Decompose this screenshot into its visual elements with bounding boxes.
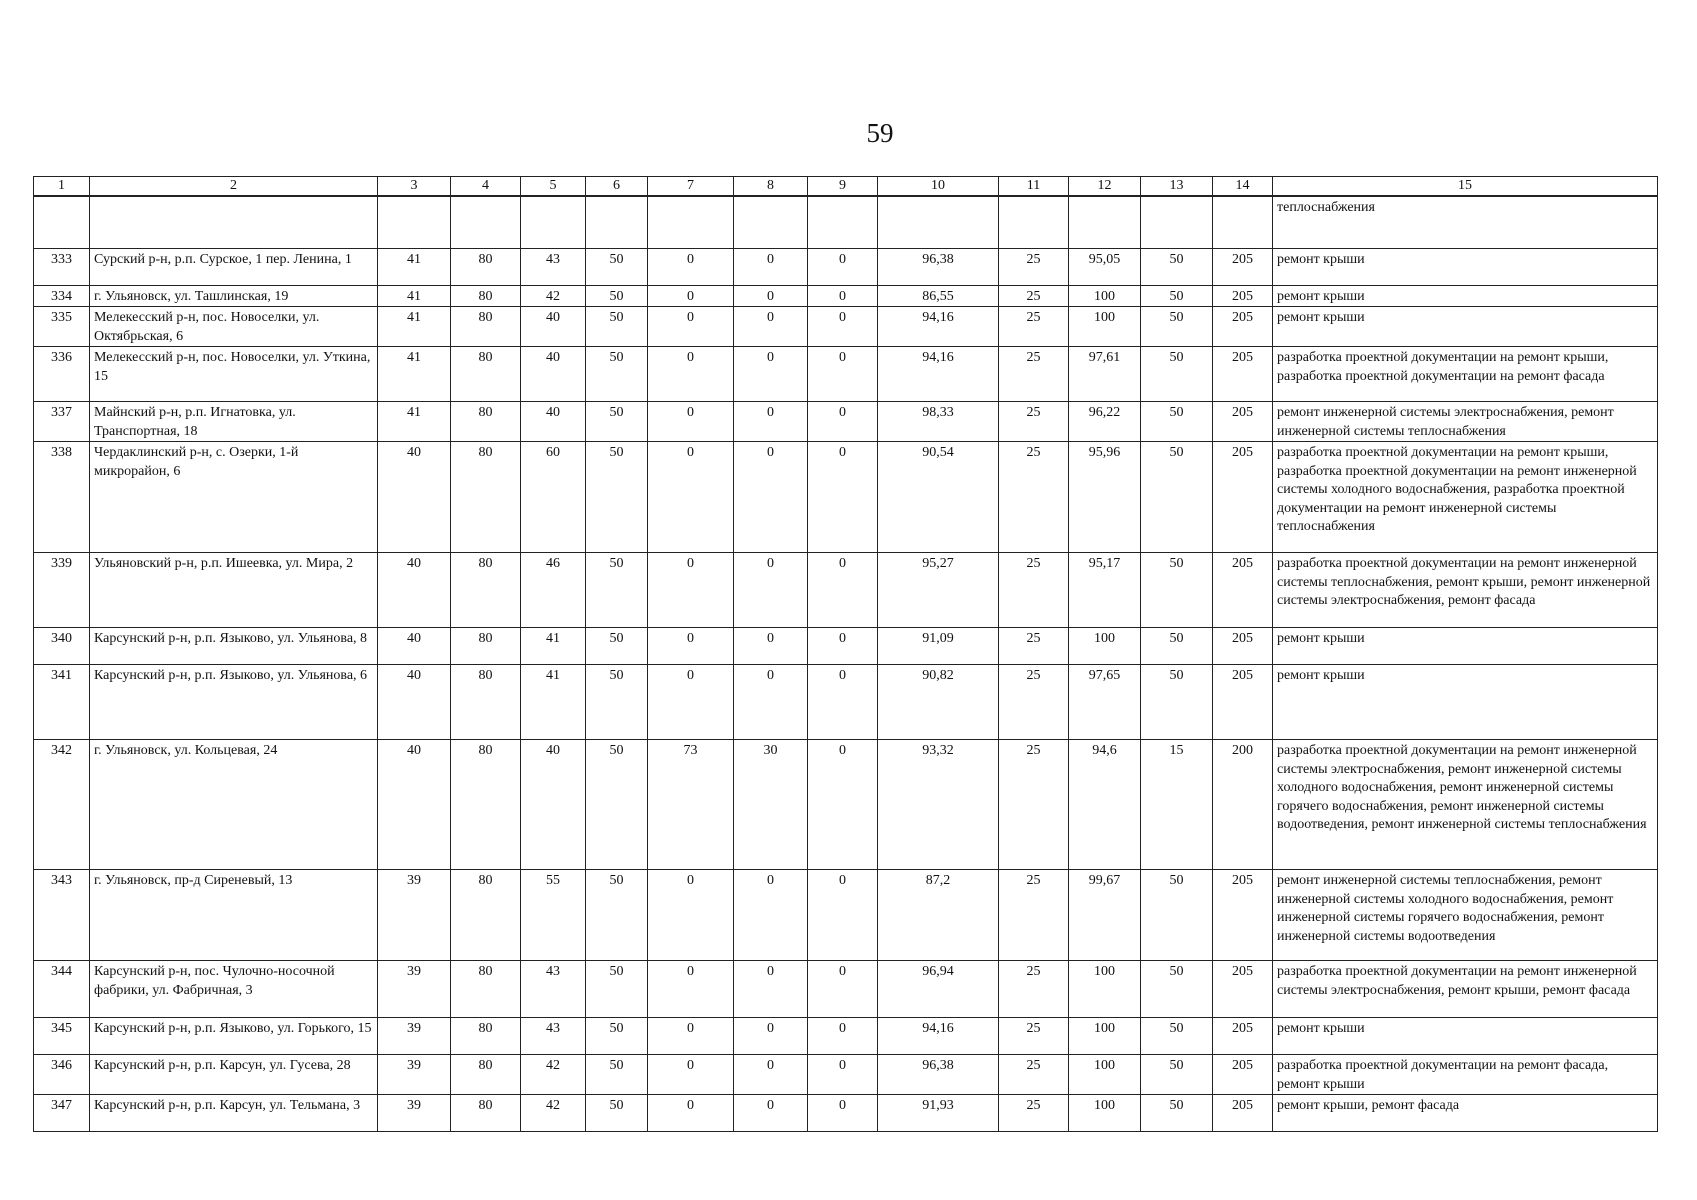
value-cell-c7: 0 — [648, 1095, 734, 1132]
work-cell: ремонт крыши, ремонт фасада — [1273, 1095, 1658, 1132]
table-row — [34, 285, 1658, 307]
column-header: 10 — [878, 177, 999, 197]
value-cell-c13: 50 — [1141, 961, 1213, 1018]
value-cell-c12: 95,17 — [1069, 553, 1141, 628]
value-cell-c6: 50 — [586, 628, 648, 665]
table-row — [34, 442, 1658, 553]
value-cell-c11: 25 — [999, 740, 1069, 870]
value-cell-c11: 25 — [999, 870, 1069, 961]
column-header: 13 — [1141, 177, 1213, 197]
work-cell: разработка проектной документации на ремонт крыши, разработка проектной документации на ремонт инженерной системы холодного водоснабжения, разработка проектной документации на ремонт инженерной системы теплоснабжения — [1273, 442, 1658, 553]
value-cell-c10: 93,32 — [878, 740, 999, 870]
column-header: 7 — [648, 177, 734, 197]
value-cell-c3: 39 — [378, 870, 451, 961]
page-number: 59 — [866, 118, 894, 148]
value-cell-c12: 100 — [1069, 1018, 1141, 1055]
value-cell-c3: 41 — [378, 248, 451, 285]
table-row — [34, 1018, 1658, 1055]
value-cell-c9: 0 — [808, 665, 878, 740]
continuation-row — [34, 196, 1658, 248]
value-cell-c5: 60 — [521, 442, 586, 553]
value-cell-c14: 205 — [1213, 285, 1273, 307]
value-cell-c5: 41 — [521, 665, 586, 740]
value-cell-c3: 41 — [378, 347, 451, 402]
value-cell-c4: 80 — [451, 1095, 521, 1132]
value-cell-c9: 0 — [808, 1018, 878, 1055]
value-cell-c9: 0 — [808, 553, 878, 628]
value-cell-c10: 90,54 — [878, 442, 999, 553]
value-cell-c6: 50 — [586, 347, 648, 402]
value-cell-c5: 42 — [521, 285, 586, 307]
address-cell: Карсунский р-н, р.п. Языково, ул. Ульянова, 6 — [90, 665, 378, 740]
column-header: 8 — [734, 177, 808, 197]
table-row — [34, 870, 1658, 961]
address-cell: Карсунский р-н, р.п. Карсун, ул. Гусева, 28 — [90, 1055, 378, 1095]
value-cell-c12: 97,61 — [1069, 347, 1141, 402]
value-cell-c6: 50 — [586, 285, 648, 307]
value-cell-c5: 55 — [521, 870, 586, 961]
value-cell-c11: 25 — [999, 285, 1069, 307]
table-row — [34, 628, 1658, 665]
column-header: 15 — [1273, 177, 1658, 197]
value-cell-c10: 91,09 — [878, 628, 999, 665]
value-cell-c3: 40 — [378, 740, 451, 870]
address-cell: г. Ульяновск, пр-д Сиреневый, 13 — [90, 870, 378, 961]
value-cell-c5: 40 — [521, 347, 586, 402]
value-cell-c13: 50 — [1141, 553, 1213, 628]
value-cell-c12: 100 — [1069, 961, 1141, 1018]
value-cell-c5: 43 — [521, 248, 586, 285]
value-cell-c8: 0 — [734, 665, 808, 740]
value-cell-c8: 0 — [734, 248, 808, 285]
value-cell-c4: 80 — [451, 402, 521, 442]
value-cell-c7: 0 — [648, 402, 734, 442]
row-number-cell: 342 — [34, 740, 90, 870]
value-cell-c11: 25 — [999, 248, 1069, 285]
column-number-row — [34, 177, 1658, 197]
value-cell-c3: 40 — [378, 442, 451, 553]
value-cell-c10: 96,38 — [878, 248, 999, 285]
table-row — [34, 961, 1658, 1018]
value-cell-c12: 100 — [1069, 307, 1141, 347]
value-cell-c10: 98,33 — [878, 402, 999, 442]
address-cell: Мелекесский р-н, пос. Новоселки, ул. Уткина, 15 — [90, 347, 378, 402]
value-cell-c9: 0 — [808, 628, 878, 665]
value-cell-c10: 94,16 — [878, 347, 999, 402]
value-cell-c8: 0 — [734, 553, 808, 628]
value-cell-c13: 50 — [1141, 1095, 1213, 1132]
value-cell-c5: 40 — [521, 307, 586, 347]
value-cell-c13: 50 — [1141, 665, 1213, 740]
value-cell-c13: 50 — [1141, 248, 1213, 285]
value-cell-c4: 80 — [451, 870, 521, 961]
value-cell-c14: 205 — [1213, 442, 1273, 553]
value-cell-c8: 0 — [734, 628, 808, 665]
value-cell-c6: 50 — [586, 402, 648, 442]
value-cell-c12: 95,96 — [1069, 442, 1141, 553]
work-cell: ремонт крыши — [1273, 285, 1658, 307]
value-cell-c12: 94,6 — [1069, 740, 1141, 870]
value-cell-c11: 25 — [999, 628, 1069, 665]
value-cell-c3: 40 — [378, 665, 451, 740]
work-cell: теплоснабжения — [1273, 196, 1658, 248]
value-cell-c9: 0 — [808, 248, 878, 285]
value-cell-c14: 205 — [1213, 402, 1273, 442]
value-cell-c4: 80 — [451, 553, 521, 628]
value-cell-c13: 50 — [1141, 285, 1213, 307]
address-cell: Ульяновский р-н, р.п. Ишеевка, ул. Мира, 2 — [90, 553, 378, 628]
value-cell-c6: 50 — [586, 1018, 648, 1055]
work-cell: ремонт инженерной системы теплоснабжения, ремонт инженерной системы холодного водоснабжения, ремонт инженерной системы горячего водоснабжения, ремонт инженерной системы водоотведения — [1273, 870, 1658, 961]
value-cell-c8: 0 — [734, 961, 808, 1018]
value-cell-c8: 0 — [734, 1018, 808, 1055]
value-cell-c6: 50 — [586, 961, 648, 1018]
value-cell-c3: 40 — [378, 553, 451, 628]
row-number-cell: 345 — [34, 1018, 90, 1055]
address-cell: Карсунский р-н, р.п. Языково, ул. Горького, 15 — [90, 1018, 378, 1055]
value-cell-c12: 100 — [1069, 1055, 1141, 1095]
value-cell-c6: 50 — [586, 1095, 648, 1132]
column-header: 12 — [1069, 177, 1141, 197]
value-cell-c11: 25 — [999, 442, 1069, 553]
value-cell-c5: 41 — [521, 628, 586, 665]
value-cell-c3: 40 — [378, 628, 451, 665]
value-cell-c6: 50 — [586, 442, 648, 553]
value-cell-c7: 0 — [648, 1018, 734, 1055]
value-cell-c12: 100 — [1069, 1095, 1141, 1132]
row-number-cell: 336 — [34, 347, 90, 402]
value-cell-c9: 0 — [808, 1095, 878, 1132]
value-cell-c10: 94,16 — [878, 1018, 999, 1055]
value-cell-c8: 0 — [734, 307, 808, 347]
value-cell-c8: 0 — [734, 402, 808, 442]
table-row — [34, 1055, 1658, 1095]
value-cell-c13: 50 — [1141, 1018, 1213, 1055]
column-header: 2 — [90, 177, 378, 197]
table-row — [34, 307, 1658, 347]
work-cell: ремонт инженерной системы электроснабжения, ремонт инженерной системы теплоснабжения — [1273, 402, 1658, 442]
value-cell-c7: 0 — [648, 248, 734, 285]
value-cell-c4: 80 — [451, 665, 521, 740]
work-cell: ремонт крыши — [1273, 248, 1658, 285]
value-cell-c5: 42 — [521, 1095, 586, 1132]
value-cell-c14: 205 — [1213, 347, 1273, 402]
row-number-cell: 341 — [34, 665, 90, 740]
value-cell-c7: 0 — [648, 347, 734, 402]
value-cell-c14: 205 — [1213, 628, 1273, 665]
value-cell-c3: 41 — [378, 402, 451, 442]
address-cell: Карсунский р-н, р.п. Языково, ул. Ульянова, 8 — [90, 628, 378, 665]
value-cell-c14: 200 — [1213, 740, 1273, 870]
value-cell-c6: 50 — [586, 248, 648, 285]
value-cell-c6: 50 — [586, 553, 648, 628]
address-cell: Майнский р-н, р.п. Игнатовка, ул. Транспортная, 18 — [90, 402, 378, 442]
value-cell-c11: 25 — [999, 665, 1069, 740]
address-cell: г. Ульяновск, ул. Ташлинская, 19 — [90, 285, 378, 307]
value-cell-c10: 96,94 — [878, 961, 999, 1018]
value-cell-c11: 25 — [999, 1095, 1069, 1132]
row-number-cell: 337 — [34, 402, 90, 442]
value-cell-c11: 25 — [999, 307, 1069, 347]
value-cell-c14: 205 — [1213, 1018, 1273, 1055]
value-cell-c4: 80 — [451, 442, 521, 553]
table-row — [34, 665, 1658, 740]
value-cell-c5: 42 — [521, 1055, 586, 1095]
address-cell: Карсунский р-н, р.п. Карсун, ул. Тельмана, 3 — [90, 1095, 378, 1132]
value-cell-c8: 0 — [734, 285, 808, 307]
value-cell-c5: 40 — [521, 402, 586, 442]
value-cell-c4: 80 — [451, 285, 521, 307]
value-cell-c3: 39 — [378, 1095, 451, 1132]
value-cell-c6: 50 — [586, 870, 648, 961]
row-number-cell: 338 — [34, 442, 90, 553]
value-cell-c11: 25 — [999, 1018, 1069, 1055]
work-cell: разработка проектной документации на ремонт инженерной системы теплоснабжения, ремонт крыши, ремонт инженерной системы электроснабжения, ремонт фасада — [1273, 553, 1658, 628]
value-cell-c4: 80 — [451, 248, 521, 285]
value-cell-c8: 0 — [734, 1095, 808, 1132]
value-cell-c8: 0 — [734, 442, 808, 553]
value-cell-c10: 90,82 — [878, 665, 999, 740]
work-cell: ремонт крыши — [1273, 665, 1658, 740]
value-cell-c10: 86,55 — [878, 285, 999, 307]
work-cell: разработка проектной документации на ремонт крыши, разработка проектной документации на ремонт фасада — [1273, 347, 1658, 402]
work-cell: разработка проектной документации на ремонт инженерной системы электроснабжения, ремонт инженерной системы холодного водоснабжения, ремонт инженерной системы горячего водоснабжения, ремонт инженерной системы водоотведения, ремонт инженерной системы теплоснабжения — [1273, 740, 1658, 870]
work-cell: разработка проектной документации на ремонт фасада, ремонт крыши — [1273, 1055, 1658, 1095]
value-cell-c14: 205 — [1213, 1095, 1273, 1132]
value-cell-c9: 0 — [808, 285, 878, 307]
value-cell-c7: 0 — [648, 665, 734, 740]
value-cell-c4: 80 — [451, 1055, 521, 1095]
value-cell-c5: 43 — [521, 961, 586, 1018]
column-header: 3 — [378, 177, 451, 197]
value-cell-c9: 0 — [808, 402, 878, 442]
value-cell-c9: 0 — [808, 1055, 878, 1095]
table-row — [34, 740, 1658, 870]
value-cell-c14: 205 — [1213, 1055, 1273, 1095]
value-cell-c10: 91,93 — [878, 1095, 999, 1132]
value-cell-c11: 25 — [999, 347, 1069, 402]
work-cell: ремонт крыши — [1273, 307, 1658, 347]
value-cell-c14: 205 — [1213, 248, 1273, 285]
value-cell-c13: 50 — [1141, 442, 1213, 553]
row-number-cell: 344 — [34, 961, 90, 1018]
address-cell: Карсунский р-н, пос. Чулочно-носочной фабрики, ул. Фабричная, 3 — [90, 961, 378, 1018]
value-cell-c7: 0 — [648, 553, 734, 628]
value-cell-c12: 99,67 — [1069, 870, 1141, 961]
table-row — [34, 1095, 1658, 1132]
table-row — [34, 402, 1658, 442]
value-cell-c3: 39 — [378, 1018, 451, 1055]
value-cell-c4: 80 — [451, 307, 521, 347]
value-cell-c3: 41 — [378, 285, 451, 307]
value-cell-c9: 0 — [808, 307, 878, 347]
repair-program-table — [33, 176, 1658, 1132]
row-number-cell: 333 — [34, 248, 90, 285]
row-number-cell: 339 — [34, 553, 90, 628]
value-cell-c10: 87,2 — [878, 870, 999, 961]
value-cell-c6: 50 — [586, 665, 648, 740]
value-cell-c4: 80 — [451, 628, 521, 665]
value-cell-c5: 46 — [521, 553, 586, 628]
value-cell-c7: 0 — [648, 285, 734, 307]
value-cell-c8: 0 — [734, 870, 808, 961]
address-cell: г. Ульяновск, ул. Кольцевая, 24 — [90, 740, 378, 870]
value-cell-c11: 25 — [999, 1055, 1069, 1095]
value-cell-c7: 0 — [648, 870, 734, 961]
value-cell-c13: 50 — [1141, 870, 1213, 961]
value-cell-c5: 43 — [521, 1018, 586, 1055]
value-cell-c9: 0 — [808, 442, 878, 553]
value-cell-c4: 80 — [451, 347, 521, 402]
value-cell-c7: 0 — [648, 1055, 734, 1095]
value-cell-c9: 0 — [808, 740, 878, 870]
work-cell: ремонт крыши — [1273, 1018, 1658, 1055]
value-cell-c7: 0 — [648, 628, 734, 665]
value-cell-c9: 0 — [808, 870, 878, 961]
address-cell: Сурский р-н, р.п. Сурское, 1 пер. Ленина, 1 — [90, 248, 378, 285]
value-cell-c13: 50 — [1141, 402, 1213, 442]
row-number-cell: 347 — [34, 1095, 90, 1132]
row-number-cell: 335 — [34, 307, 90, 347]
column-header: 14 — [1213, 177, 1273, 197]
value-cell-c14: 205 — [1213, 307, 1273, 347]
value-cell-c14: 205 — [1213, 553, 1273, 628]
column-header: 9 — [808, 177, 878, 197]
column-header: 5 — [521, 177, 586, 197]
value-cell-c12: 96,22 — [1069, 402, 1141, 442]
value-cell-c11: 25 — [999, 961, 1069, 1018]
value-cell-c5: 40 — [521, 740, 586, 870]
table-row — [34, 553, 1658, 628]
value-cell-c13: 50 — [1141, 347, 1213, 402]
table-row — [34, 347, 1658, 402]
value-cell-c4: 80 — [451, 1018, 521, 1055]
value-cell-c13: 15 — [1141, 740, 1213, 870]
value-cell-c3: 39 — [378, 961, 451, 1018]
column-header: 6 — [586, 177, 648, 197]
value-cell-c7: 0 — [648, 442, 734, 553]
value-cell-c10: 95,27 — [878, 553, 999, 628]
value-cell-c6: 50 — [586, 1055, 648, 1095]
value-cell-c10: 96,38 — [878, 1055, 999, 1095]
value-cell-c12: 100 — [1069, 285, 1141, 307]
value-cell-c14: 205 — [1213, 870, 1273, 961]
value-cell-c13: 50 — [1141, 1055, 1213, 1095]
value-cell-c14: 205 — [1213, 665, 1273, 740]
address-cell: Чердаклинский р-н, с. Озерки, 1-й микрорайон, 6 — [90, 442, 378, 553]
value-cell-c4: 80 — [451, 961, 521, 1018]
value-cell-c11: 25 — [999, 553, 1069, 628]
value-cell-c14: 205 — [1213, 961, 1273, 1018]
row-number-cell: 340 — [34, 628, 90, 665]
column-header: 11 — [999, 177, 1069, 197]
column-header: 4 — [451, 177, 521, 197]
address-cell: Мелекесский р-н, пос. Новоселки, ул. Октябрьская, 6 — [90, 307, 378, 347]
value-cell-c8: 0 — [734, 347, 808, 402]
value-cell-c7: 0 — [648, 307, 734, 347]
table-row — [34, 248, 1658, 285]
value-cell-c8: 0 — [734, 1055, 808, 1095]
value-cell-c11: 25 — [999, 402, 1069, 442]
column-header: 1 — [34, 177, 90, 197]
value-cell-c13: 50 — [1141, 628, 1213, 665]
row-number-cell: 334 — [34, 285, 90, 307]
value-cell-c3: 39 — [378, 1055, 451, 1095]
value-cell-c3: 41 — [378, 307, 451, 347]
work-cell: разработка проектной документации на ремонт инженерной системы электроснабжения, ремонт крыши, ремонт фасада — [1273, 961, 1658, 1018]
value-cell-c4: 80 — [451, 740, 521, 870]
value-cell-c9: 0 — [808, 347, 878, 402]
value-cell-c8: 30 — [734, 740, 808, 870]
value-cell-c12: 100 — [1069, 628, 1141, 665]
value-cell-c10: 94,16 — [878, 307, 999, 347]
value-cell-c6: 50 — [586, 307, 648, 347]
value-cell-c9: 0 — [808, 961, 878, 1018]
value-cell-c6: 50 — [586, 740, 648, 870]
value-cell-c12: 97,65 — [1069, 665, 1141, 740]
value-cell-c13: 50 — [1141, 307, 1213, 347]
value-cell-c7: 0 — [648, 961, 734, 1018]
row-number-cell: 343 — [34, 870, 90, 961]
value-cell-c7: 73 — [648, 740, 734, 870]
value-cell-c12: 95,05 — [1069, 248, 1141, 285]
row-number-cell: 346 — [34, 1055, 90, 1095]
work-cell: ремонт крыши — [1273, 628, 1658, 665]
